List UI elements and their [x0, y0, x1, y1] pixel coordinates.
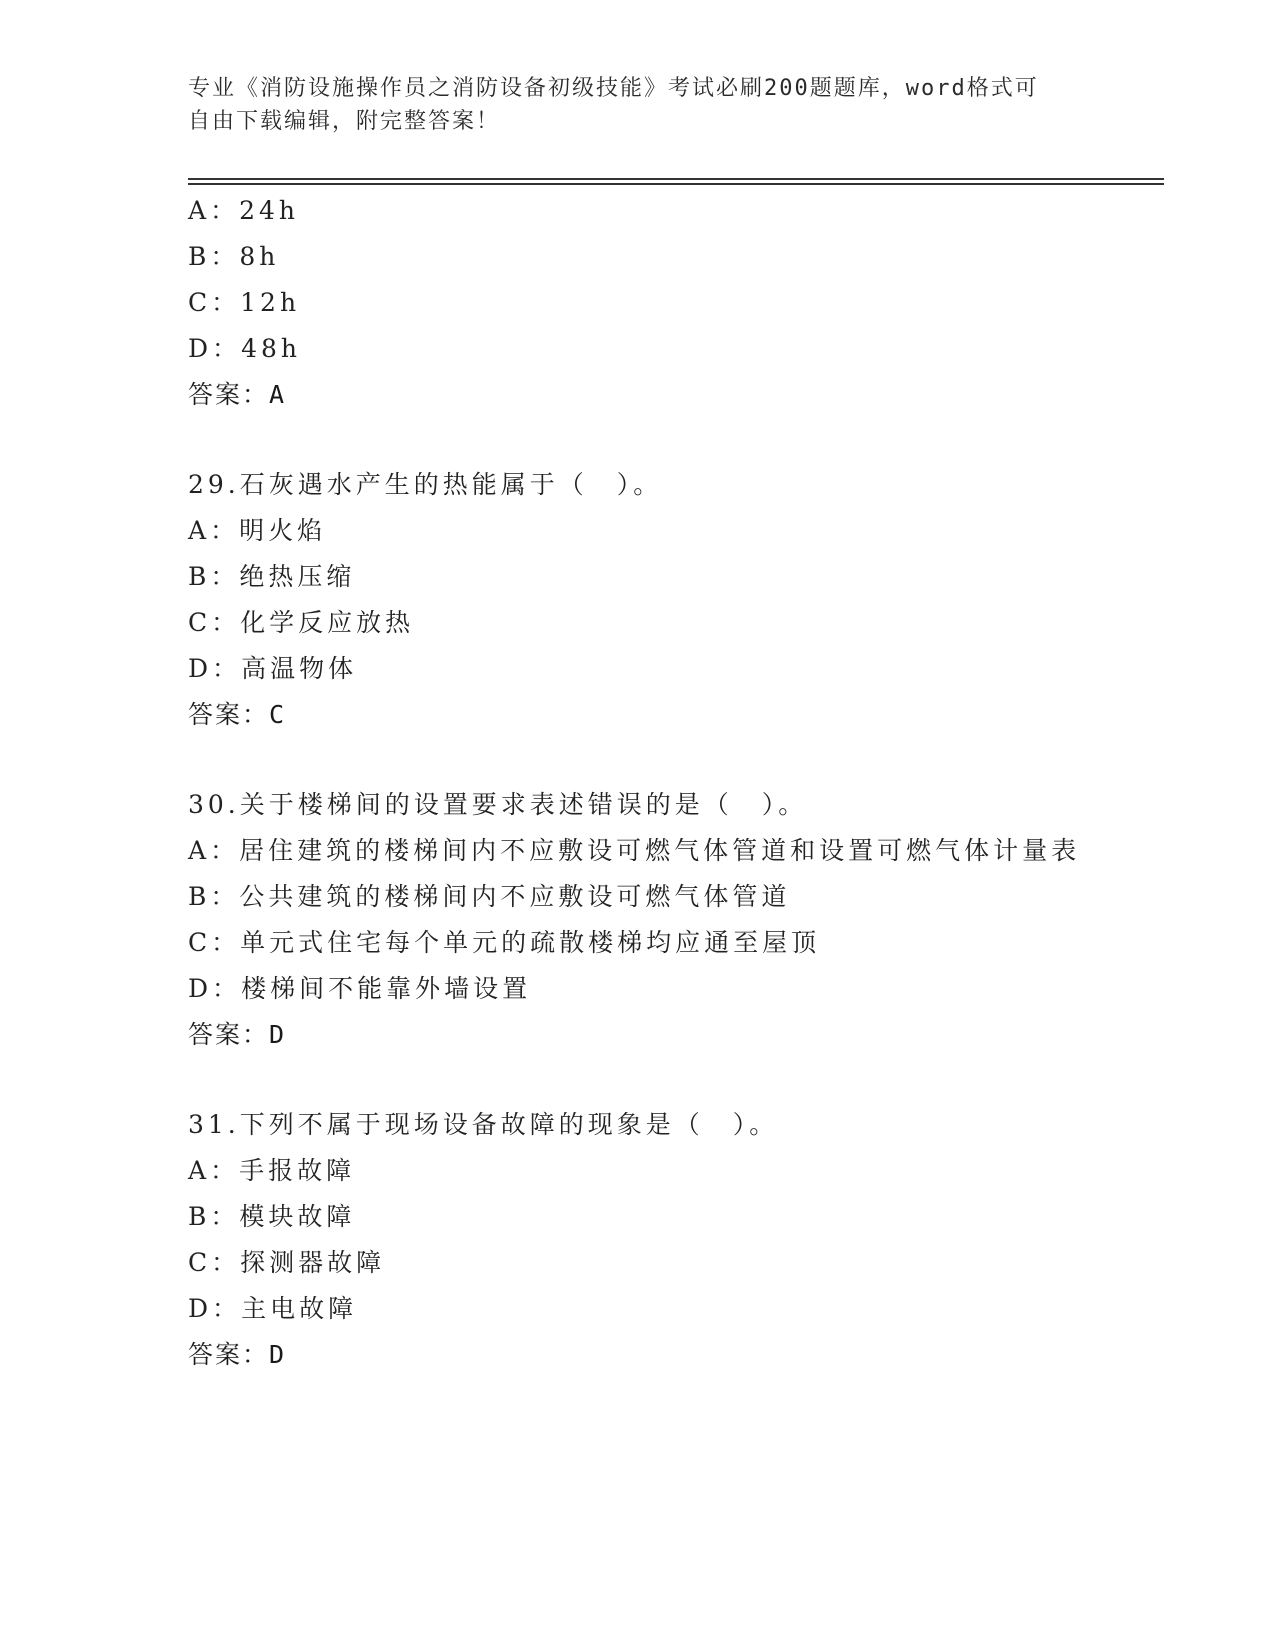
- question-stem: 30.关于楼梯间的设置要求表述错误的是（ ）。: [188, 790, 808, 819]
- option-b: B：8h: [188, 242, 280, 271]
- answer-line: 答案：D: [188, 1340, 287, 1369]
- answer-line: 答案：C: [188, 700, 287, 729]
- option-c: C：化学反应放热: [188, 608, 415, 637]
- question-stem: 31.下列不属于现场设备故障的现象是（ ）。: [188, 1110, 779, 1139]
- option-d: D：楼梯间不能靠外墙设置: [188, 974, 532, 1003]
- answer-line: 答案：A: [188, 380, 287, 409]
- answer-line: 答案：D: [188, 1020, 287, 1049]
- option-b: B：公共建筑的楼梯间内不应敷设可燃气体管道: [188, 882, 791, 911]
- option-c: C：12h: [188, 288, 301, 317]
- header-divider-top: [188, 178, 1164, 180]
- document-body: [188, 188, 1188, 1378]
- option-c: C：探测器故障: [188, 1248, 386, 1277]
- question-block-28: [188, 188, 1188, 418]
- option-a: A：手报故障: [188, 1156, 356, 1185]
- question-block-29: [188, 462, 1188, 738]
- header-divider-bottom: [188, 183, 1164, 185]
- option-d: D：48h: [188, 334, 301, 363]
- option-d: D：主电故障: [188, 1294, 358, 1323]
- question-stem: 29.石灰遇水产生的热能属于（ ）。: [188, 470, 663, 499]
- document-header: [188, 72, 1088, 138]
- question-block-31: [188, 1102, 1188, 1378]
- option-b: B：模块故障: [188, 1202, 356, 1231]
- header-line-2: 自由下载编辑，附完整答案！: [188, 109, 501, 134]
- option-d: D：高温物体: [188, 654, 358, 683]
- question-block-30: [188, 782, 1188, 1058]
- option-c: C：单元式住宅每个单元的疏散楼梯均应通至屋顶: [188, 928, 821, 957]
- header-line-1: 专业《消防设施操作员之消防设备初级技能》考试必刷200题题库，word格式可: [188, 76, 1039, 101]
- option-a: A：明火焰: [188, 516, 327, 545]
- option-a: A：24h: [188, 196, 299, 225]
- option-a: A：居住建筑的楼梯间内不应敷设可燃气体管道和设置可燃气体计量表: [188, 836, 1081, 865]
- option-b: B：绝热压缩: [188, 562, 356, 591]
